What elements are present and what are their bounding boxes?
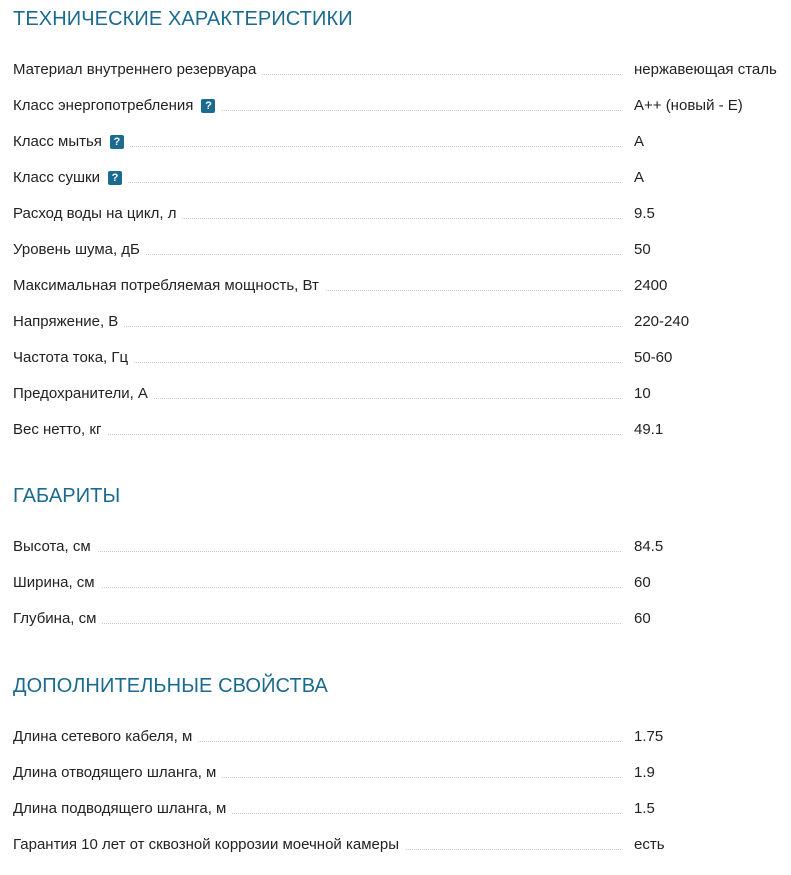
spec-label-wrap [13,133,130,150]
spec-label-text: Максимальная потребляемая мощность, Вт [13,277,319,294]
spec-label [13,419,621,441]
spec-label-text: Частота тока, Гц [13,349,129,366]
spec-value: 60 [634,610,651,627]
section-title: ДОПОЛНИТЕЛЬНЫЕ СВОЙСТВА [13,675,328,697]
spec-label [13,167,621,189]
spec-row [13,536,785,558]
spec-label [13,572,621,594]
spec-label [13,275,621,297]
spec-row [13,572,785,594]
spec-row [13,275,785,297]
spec-label-wrap [13,349,134,366]
spec-value: 84.5 [634,538,664,555]
spec-value: 1.9 [634,764,655,781]
spec-label [13,203,621,225]
spec-label-wrap [13,61,262,78]
spec-label-text: Длина сетевого кабеля, м [13,728,193,745]
spec-label [13,59,621,81]
spec-value: A [634,133,645,150]
spec-label-text: Глубина, см [13,610,97,627]
question-icon[interactable]: ? [201,99,215,113]
spec-value: A [634,169,645,186]
spec-value: 1.75 [634,728,664,745]
spec-row [13,608,785,630]
spec-label-wrap [13,800,232,817]
spec-value: есть [634,836,665,853]
spec-label-text: Ширина, см [13,574,95,591]
spec-row [13,798,785,820]
question-icon[interactable]: ? [108,171,122,185]
spec-row [13,239,785,261]
spec-value: нержавеющая сталь [634,61,777,78]
spec-value: 50-60 [634,349,673,366]
spec-row [13,726,785,748]
spec-label [13,762,621,784]
spec-label [13,608,621,630]
spec-label-wrap [13,205,182,222]
spec-label-text: Длина отводящего шланга, м [13,764,217,781]
spec-label-wrap [13,574,101,591]
spec-label [13,95,621,117]
spec-label-wrap [13,764,222,781]
spec-label-wrap [13,385,154,402]
spec-label-text: Напряжение, В [13,313,119,330]
section-title: ТЕХНИЧЕСКИЕ ХАРАКТЕРИСТИКИ [13,8,353,30]
spec-row [13,419,785,441]
spec-label-text: Расход воды на цикл, л [13,205,177,222]
spec-value: 50 [634,241,651,258]
spec-label [13,131,621,153]
spec-value: A++ (новый - E) [634,97,743,114]
spec-row [13,762,785,784]
spec-label-text: Высота, см [13,538,91,555]
spec-label [13,536,621,558]
spec-label [13,347,621,369]
spec-label-wrap [13,169,128,186]
spec-value: 1.5 [634,800,655,817]
spec-label [13,726,621,748]
spec-label [13,239,621,261]
spec-row [13,834,785,856]
spec-label-text: Материал внутреннего резервуара [13,61,257,78]
spec-label [13,798,621,820]
spec-label-wrap [13,97,221,114]
spec-value: 49.1 [634,421,664,438]
spec-label-wrap [13,610,102,627]
spec-label-wrap [13,241,146,258]
spec-value: 2400 [634,277,668,294]
spec-label-text: Уровень шума, дБ [13,241,140,258]
spec-label-text: Предохранители, А [13,385,148,402]
spec-row [13,167,785,189]
spec-value: 60 [634,574,651,591]
spec-label-text: Длина подводящего шланга, м [13,800,227,817]
spec-label-wrap [13,538,97,555]
spec-label-wrap [13,421,107,438]
spec-label-wrap [13,313,124,330]
spec-row [13,95,785,117]
spec-value: 9.5 [634,205,655,222]
spec-label [13,311,621,333]
section-title: ГАБАРИТЫ [13,485,121,507]
spec-label [13,383,621,405]
spec-label-text: Класс сушки [13,169,100,186]
spec-row [13,131,785,153]
spec-label-text: Гарантия 10 лет от сквозной коррозии моечной камеры [13,836,399,853]
spec-label-wrap [13,836,405,853]
spec-label-text: Класс мытья [13,133,102,150]
spec-row [13,59,785,81]
spec-value: 220-240 [634,313,690,330]
spec-row [13,203,785,225]
spec-label-wrap [13,277,325,294]
question-icon[interactable]: ? [110,135,124,149]
spec-row [13,347,785,369]
spec-row [13,383,785,405]
spec-label-text: Класс энергопотребления [13,97,194,114]
spec-label-wrap [13,728,198,745]
spec-value: 10 [634,385,651,402]
spec-row [13,311,785,333]
spec-label-text: Вес нетто, кг [13,421,102,438]
spec-label [13,834,621,856]
